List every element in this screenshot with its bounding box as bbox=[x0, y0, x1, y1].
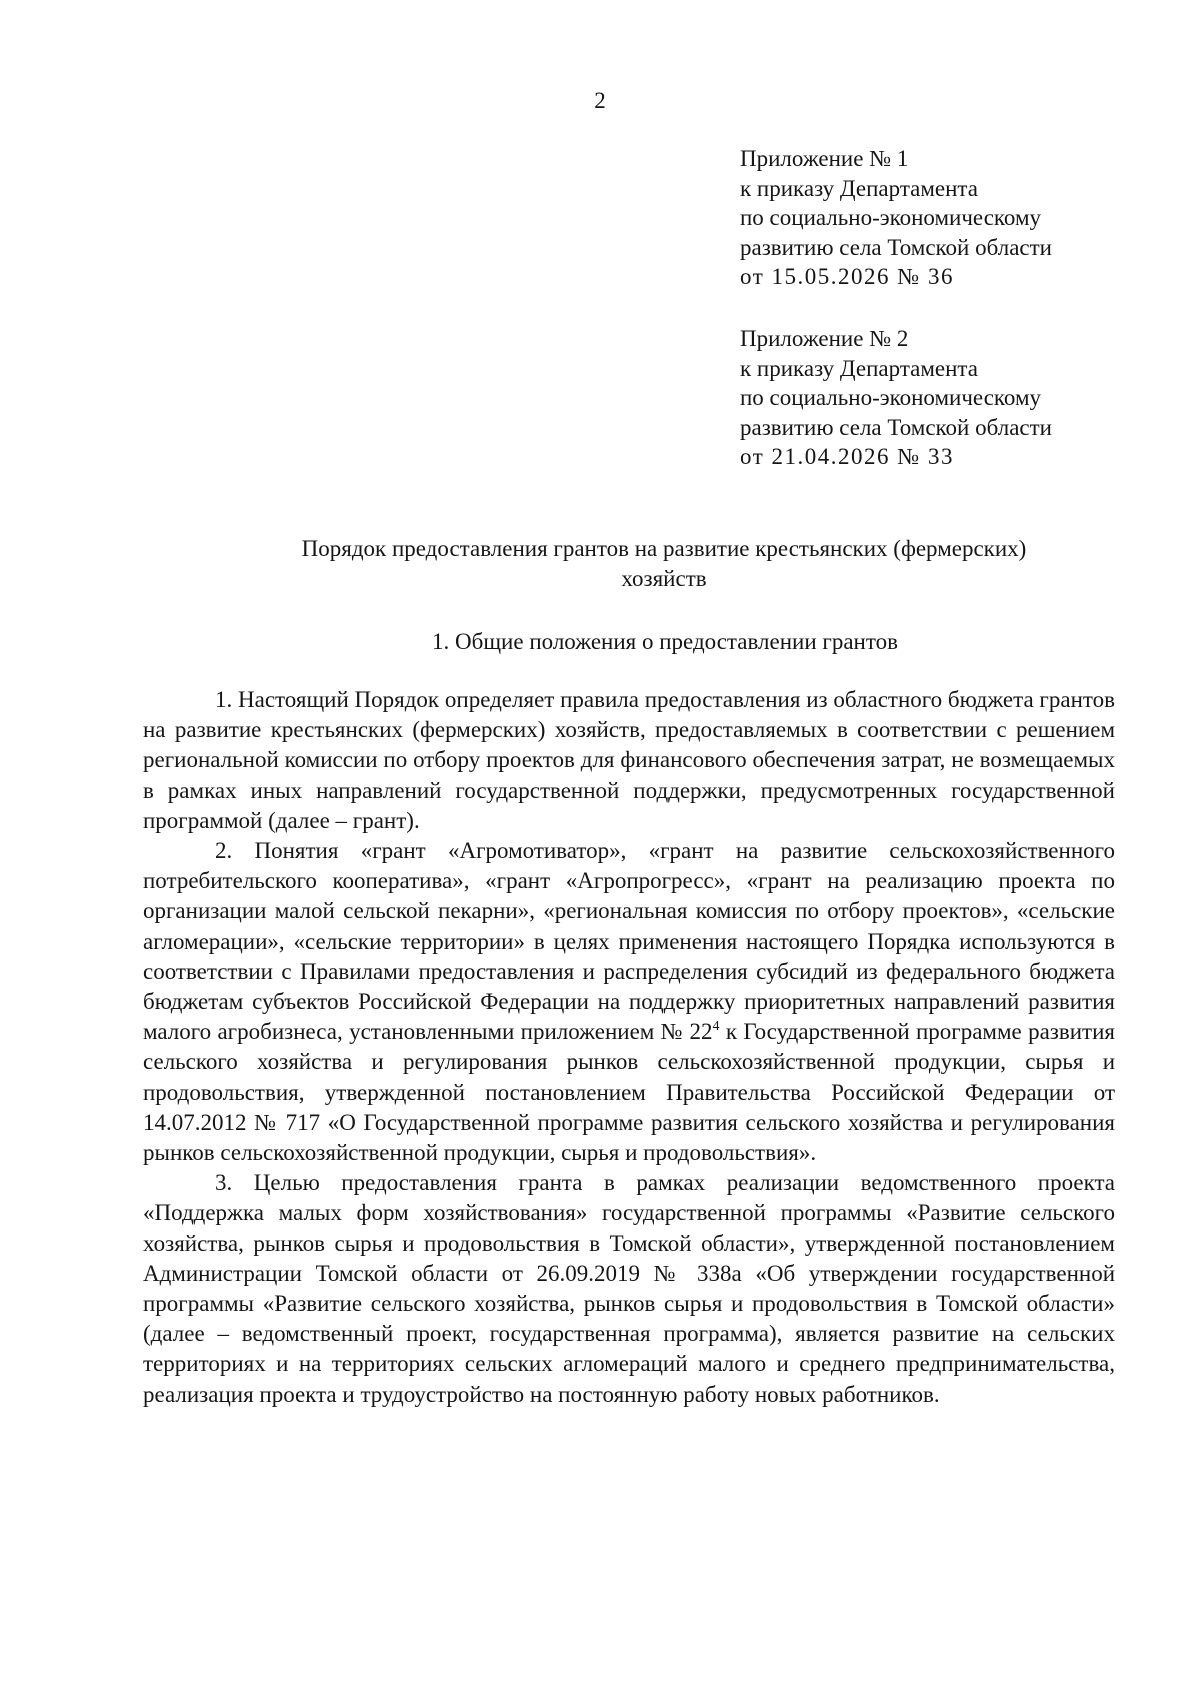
appendix-2-line: развитию села Томской области bbox=[740, 414, 1052, 440]
page-number: 2 bbox=[594, 88, 606, 113]
superscript: 4 bbox=[712, 1019, 720, 1035]
paragraph-2-text-continued: к Государственной программе развития сельского хозяйства и регулирования рынков сельскохозяйственной продукции, сырья и продовольствия, утвержденной постановлением Правительства Российской Федерации от 14.07.2012 № 717 «О Государственной программе развития сельского хозяйства и регулирования рынков сельскохозяйственной продукции, сырья и продовольствия». bbox=[143, 1019, 1115, 1166]
appendix-2-line: по социально-экономическому bbox=[740, 385, 1042, 410]
document-title-line: Порядок предоставления грантов на развитие крестьянских (фермерских) bbox=[301, 536, 1027, 561]
appendix-1-line: по социально-экономическому bbox=[740, 205, 1042, 230]
document-title-line: хозяйств bbox=[621, 566, 707, 591]
section-heading: 1. Общие положения о предоставлении грантов bbox=[432, 629, 898, 654]
appendix-1-date: от 15.05.2026 № 36 bbox=[740, 264, 954, 289]
appendix-1-line: к приказу Департамента bbox=[740, 175, 978, 201]
appendix-2-line: к приказу Департамента bbox=[740, 355, 978, 381]
appendix-2-header bbox=[740, 324, 1180, 472]
body-text bbox=[143, 685, 1115, 1410]
document-title bbox=[130, 534, 1198, 594]
appendix-2-line: Приложение № 2 bbox=[740, 326, 909, 351]
paragraph-2 bbox=[143, 836, 1115, 1168]
appendix-1-line: развитию села Томской области bbox=[740, 234, 1052, 260]
appendix-2-date: от 21.04.2026 № 33 bbox=[740, 444, 954, 469]
appendix-1-line: Приложение № 1 bbox=[740, 146, 909, 171]
paragraph-1: 1. Настоящий Порядок определяет правила предоставления из областного бюджета грантов на развитие крестьянских (фермерских) хозяйств, предоставляемых в соответствии с решением региональной комиссии по отбору проектов для финансового обеспечения затрат, не возмещаемых в рамках иных направлений государственной поддержки, предусмотренных государственной программой (далее – грант). bbox=[143, 687, 1115, 833]
paragraph-3: 3. Целью предоставления гранта в рамках реализации ведомственного проекта «Поддержка малых форм хозяйствования» государственной программы «Развитие сельского хозяйства, рынков сырья и продовольствия в Томской области», утвержденной постановлением Администрации Томской области от 26.09.2019 № 338а «Об утверждении государственной программы «Развитие сельского хозяйства, рынков сырья и продовольствия в Томской области» (далее – ведомственный проект, государственная программа), является развитие на сельских территориях и на территориях сельских агломераций малого и среднего предпринимательства, реализация проекта и трудоустройство на постоянную работу новых работников. bbox=[143, 1170, 1115, 1407]
appendix-1-header bbox=[740, 144, 1180, 292]
paragraph-2-text: 2. Понятия «грант «Агромотиватор», «грант на развитие сельскохозяйственного потребительского кооператива», «грант «Агропрогресс», «грант на реализацию проекта по организации малой сельской пекарни», «региональная комиссия по отбору проектов», «сельские агломерации», «сельские территории» в целях применения настоящего Порядка используются в соответствии с Правилами предоставления и распределения субсидий из федерального бюджета бюджетам субъектов Российской Федерации на поддержку приоритетных направлений развития малого агробизнеса, установленными приложением № 22 bbox=[143, 838, 1115, 1045]
